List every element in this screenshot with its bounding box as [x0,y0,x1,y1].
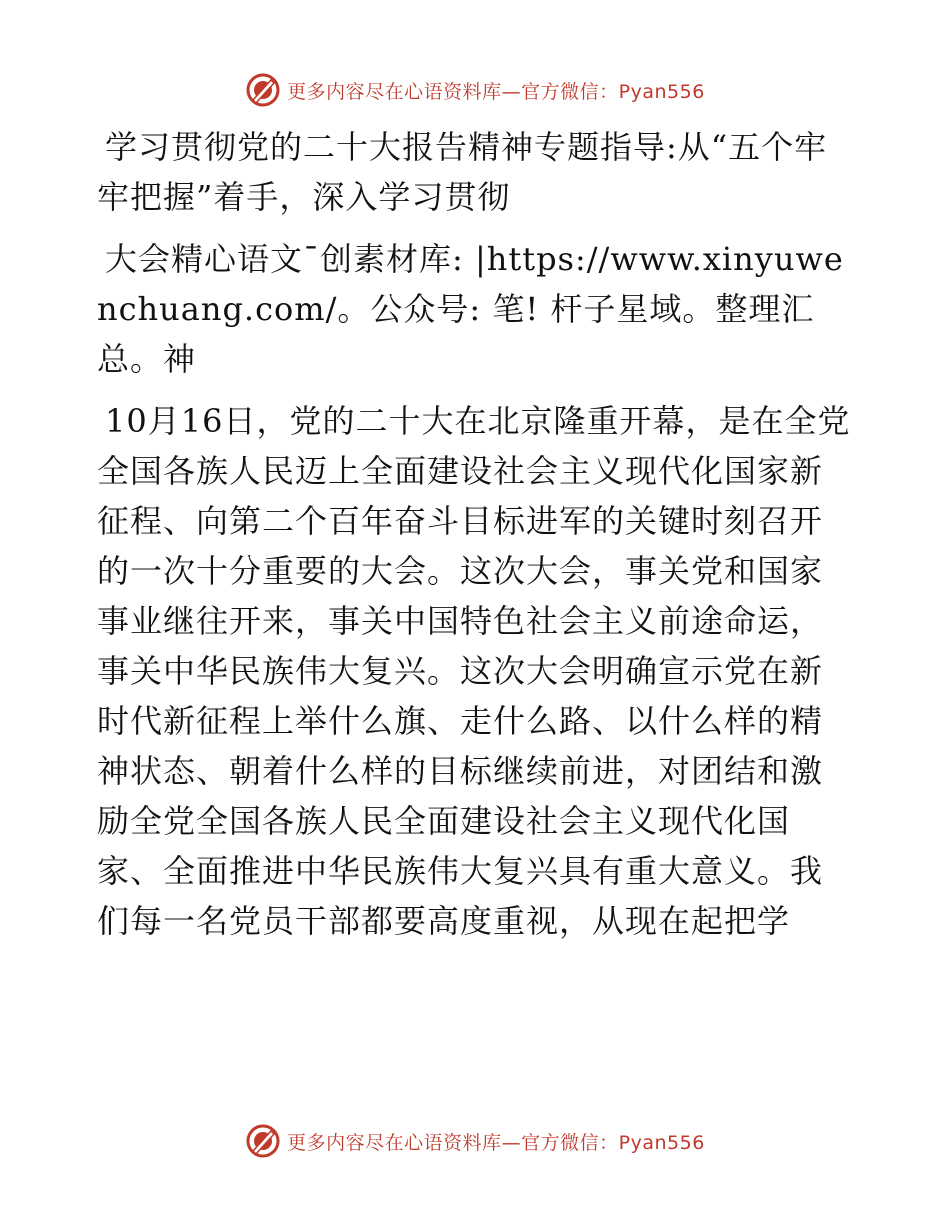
banner-text: 更多内容尽在心语资料库—官方微信：Pyan556 [287,80,705,103]
pen-seal-icon [245,72,281,108]
pen-seal-icon [245,1123,281,1159]
footer-banner [0,1121,950,1161]
document-body [97,122,853,946]
banner-text: 更多内容尽在心语资料库—官方微信：Pyan556 [287,1131,705,1154]
body-paragraph: 10月16日，党的二十大在北京隆重开幕，是在全党全国各族人民迈上全面建设社会主义现代化国家新征程、向第二个百年奋斗目标进军的关键时刻召开的一次十分重要的大会。这次大会，事关党和国家事业继往开来，事关中国特色社会主义前途命运，事关中华民族伟大复兴。这次大会明确宣示党在新时代新征程上举什么旗、走什么路、以什么样的精神状态、朝着什么样的目标继续前进，对团结和激励全党全国各族人民全面建设社会主义现代化国家、全面推进中华民族伟大复兴具有重大意义。我们每一名党员干部都要高度重视，从现在起把学 [97,402,851,940]
document-title: 学习贯彻党的二十大报告精神专题指导:从“五个牢牢把握”着手，深入学习贯彻 [97,128,828,216]
source-note: 大会精心语文¯创素材库: |https://www.xinyuwenchuang.com/。公众号: 笔! 杆子星域。整理汇总。神 [97,240,844,378]
header-banner [0,70,950,110]
